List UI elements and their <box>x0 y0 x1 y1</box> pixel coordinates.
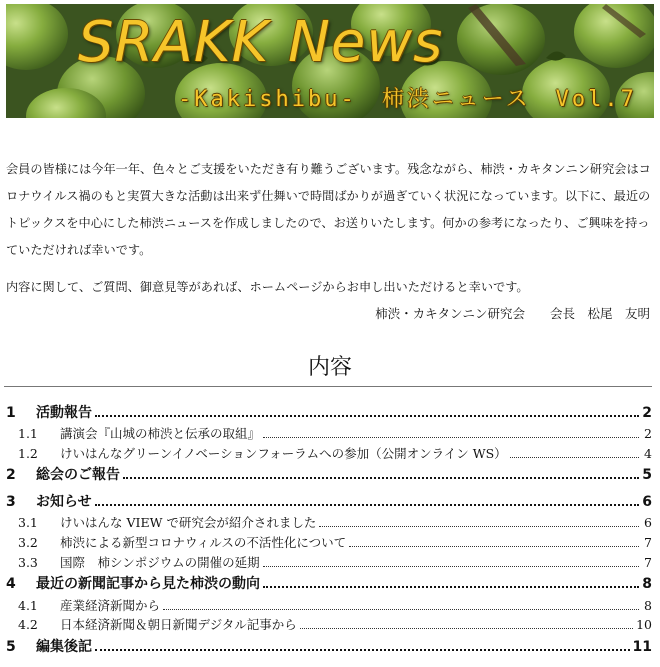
toc-entry-4-2[interactable] <box>0 615 652 633</box>
toc-number: 3.3 <box>18 555 38 570</box>
toc-title: 活動報告 <box>36 405 92 421</box>
toc-leader <box>123 477 639 479</box>
toc-page: 10 <box>636 617 652 632</box>
toc-leader <box>349 546 639 547</box>
toc-leader <box>95 415 639 417</box>
toc-page: 2 <box>644 426 652 441</box>
signature-line: 柿渋・カキタンニン研究会 会長 松尾 友明 <box>375 306 650 321</box>
toc-page: 5 <box>642 467 652 483</box>
toc-page: 7 <box>644 535 652 550</box>
toc-title: 講演会『山城の柿渋と伝承の取組』 <box>60 426 261 441</box>
toc-number: 3 <box>6 494 16 510</box>
intro-text <box>6 156 652 301</box>
toc-divider <box>4 386 652 387</box>
intro-paragraph: 会員の皆様には今年一年、色々とご支援をいただき有り難うございます。残念ながら、柿渋・カキタンニン研究会はコロナウイルス禍のもと実質大きな活動は出来ず仕舞いで時間ばかりが過ぎていく状況になっています。以下に、最近のトピックスを中心にした柿渋ニュースを作成しましたので、お送りいたします。何かの参考になったり、ご興味を持っていただければ幸いです。 <box>6 162 651 257</box>
toc-title: 国際 柿シンポジウムの開催の延期 <box>60 555 260 570</box>
toc-number: 1 <box>6 405 16 421</box>
toc-number: 3.1 <box>18 515 38 530</box>
toc-title: 最近の新聞記事から見た柿渋の動向 <box>36 576 260 592</box>
toc-title: 編集後記 <box>36 639 92 655</box>
toc-title: けいはんな VIEW で研究会が紹介されました <box>60 515 317 530</box>
toc-title: 日本経済新聞＆朝日新聞デジタル記事から <box>60 617 297 632</box>
toc-leader <box>300 628 633 629</box>
toc-entry-5[interactable] <box>0 636 652 656</box>
toc-number: 4.2 <box>18 617 38 632</box>
toc-number: 1.1 <box>18 426 38 441</box>
toc-entry-2[interactable] <box>0 464 652 484</box>
toc-page: 8 <box>642 576 652 592</box>
toc-page: 6 <box>644 515 652 530</box>
toc-entry-3-2[interactable] <box>0 533 652 551</box>
toc-title: 柿渋による新型コロナウィルスの不活性化について <box>60 535 347 550</box>
toc-number: 5 <box>6 639 16 655</box>
toc-leader <box>263 437 639 438</box>
toc-title: お知らせ <box>36 494 92 510</box>
toc-leader <box>510 457 639 458</box>
toc-entry-3-3[interactable] <box>0 553 652 571</box>
toc-entry-3[interactable] <box>0 491 652 511</box>
toc-leader <box>163 609 639 610</box>
toc-page: 6 <box>642 494 652 510</box>
toc-entry-4[interactable] <box>0 573 652 593</box>
toc-leader <box>263 566 639 567</box>
banner-subtitle: -Kakishibu- 柿渋ニュース Vol.7 <box>178 87 637 112</box>
toc-title: 産業経済新聞から <box>60 598 161 613</box>
toc-page: 4 <box>644 446 652 461</box>
toc-leader <box>95 649 630 651</box>
toc-leader <box>95 504 639 506</box>
toc-number: 4 <box>6 576 16 592</box>
toc-leader <box>319 526 639 527</box>
toc-page: 2 <box>642 405 652 421</box>
toc-title: 総会のご報告 <box>36 467 120 483</box>
toc-entry-4-1[interactable] <box>0 596 652 614</box>
news-banner <box>6 4 654 118</box>
toc-page: 8 <box>644 598 652 613</box>
toc-leader <box>263 586 639 588</box>
toc-heading: 内容 <box>307 355 352 380</box>
toc-number: 4.1 <box>18 598 38 613</box>
toc-page: 11 <box>632 639 652 655</box>
intro-paragraph-contact: 内容に関して、ご質問、御意見等があれば、ホームページからお申し出いただけると幸いです。 <box>6 280 529 294</box>
toc-number: 1.2 <box>18 446 38 461</box>
banner-title: SRAKK News <box>78 10 444 75</box>
toc-page: 7 <box>644 555 652 570</box>
toc-entry-1-2[interactable] <box>0 444 652 462</box>
toc-number: 3.2 <box>18 535 38 550</box>
toc-entry-1-1[interactable] <box>0 424 652 442</box>
toc-title: けいはんなグリーンイノベーションフォーラムへの参加（公開オンライン WS） <box>60 446 507 461</box>
toc-number: 2 <box>6 467 16 483</box>
toc-entry-1[interactable] <box>0 402 652 422</box>
toc-entry-3-1[interactable] <box>0 513 652 531</box>
